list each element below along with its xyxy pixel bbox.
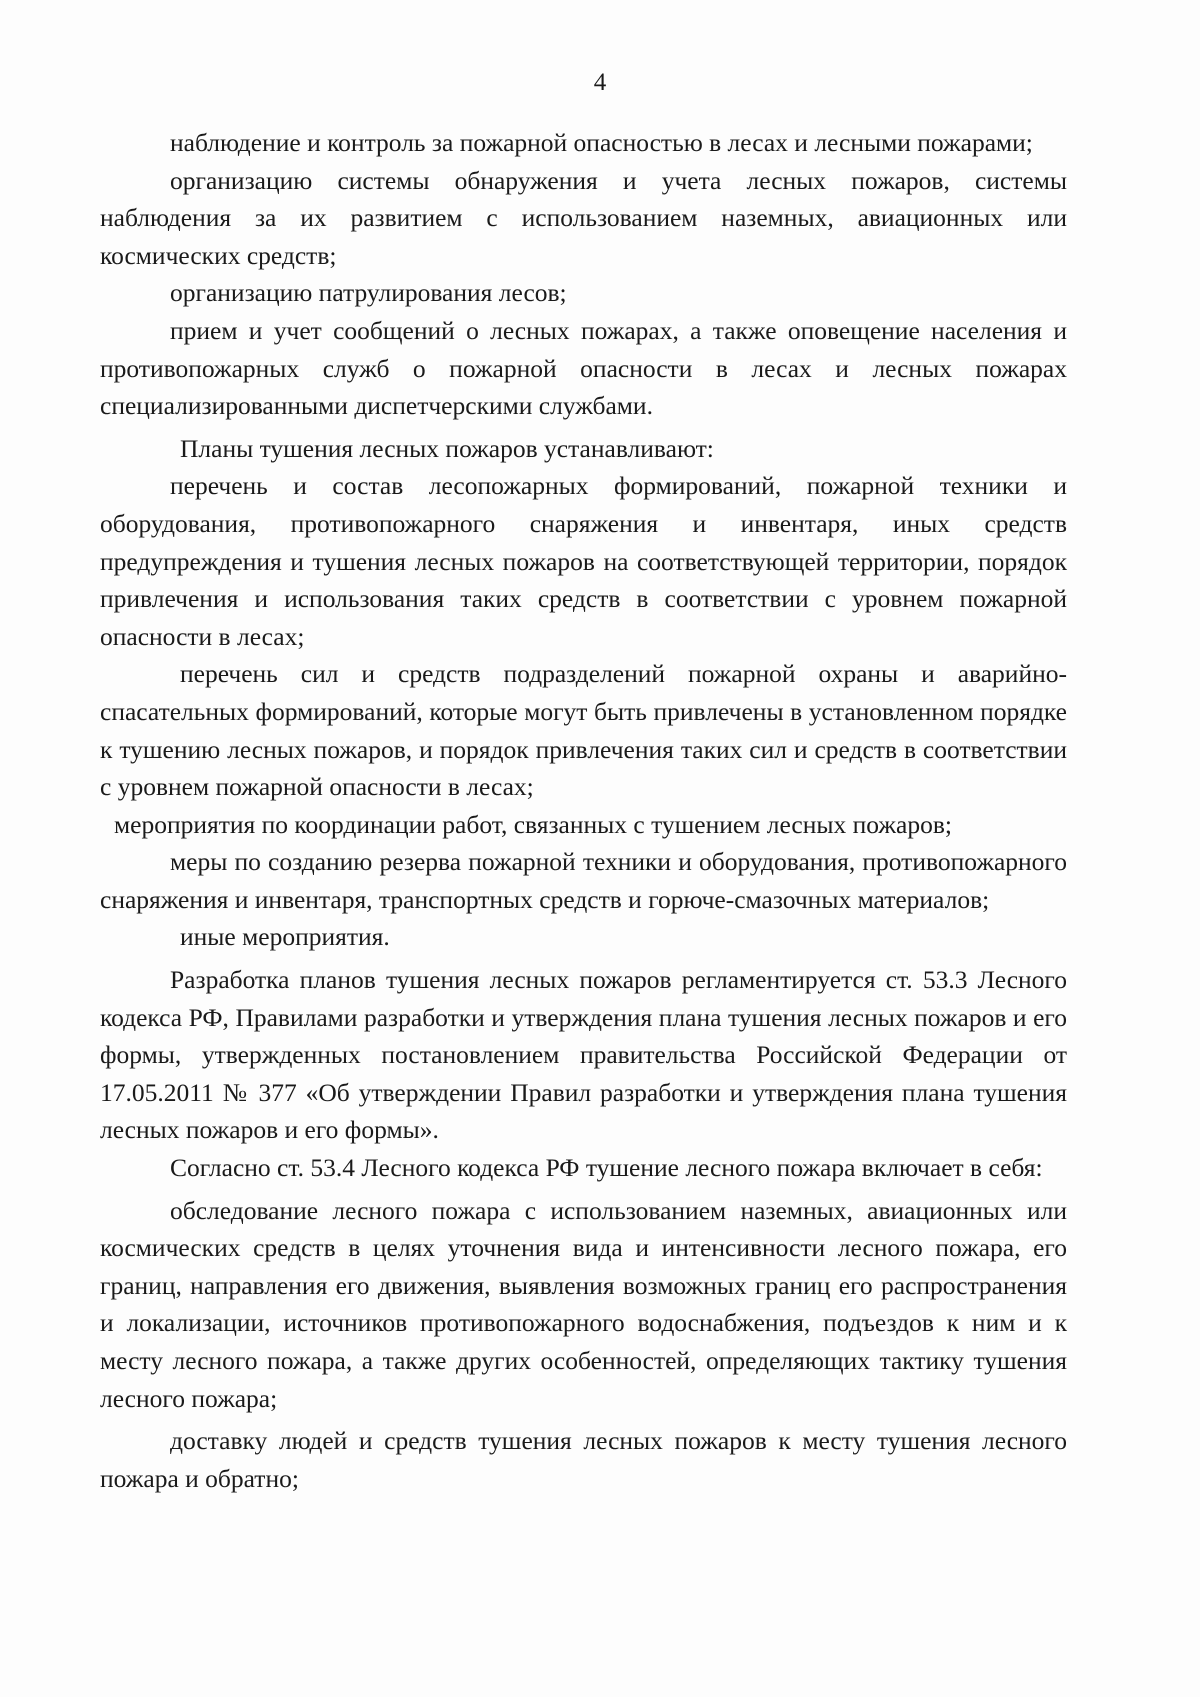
paragraph-coordination: мероприятия по координации работ, связанных с тушением лесных пожаров; bbox=[114, 809, 952, 839]
paragraph-monitoring: наблюдение и контроль за пожарной опасностью в лесах и лесными пожарами; bbox=[170, 128, 1033, 157]
paragraph-delivery: доставку людей и средств тушения лесных пожаров к месту тушения лесного пожара и обратно; bbox=[100, 1426, 1067, 1493]
paragraph-reports: прием и учет сообщений о лесных пожарах, а также оповещение населения и противопожарных служб о пожарной опасности в лесах и лесных пожарах специализированными диспетчерскими службами. bbox=[100, 315, 1067, 421]
page-number: 4 bbox=[593, 69, 607, 96]
paragraph-plans-heading: Планы тушения лесных пожаров устанавливают: bbox=[180, 433, 714, 463]
paragraph-regulation: Разработка планов тушения лесных пожаров регламентируется ст. 53.3 Лесного кодекса РФ, Правилами разработки и утверждения плана тушения лесных пожаров и его формы, утвержденных постановлением правительства Российской Федерации от 17.05.2011 № 377 «Об утверждении Правил разработки и утверждения плана тушения лесных пожаров и его формы». bbox=[100, 965, 1067, 1145]
document-body bbox=[100, 124, 1067, 1497]
paragraph-formations-list: перечень и состав лесопожарных формирований, пожарной техники и оборудования, противопожарного снаряжения и инвентаря, иных средств предупреждения и тушения лесных пожаров на соответствующей территории, порядок привлечения и использования таких средств в соответствии с уровнем пожарной опасности в лесах; bbox=[100, 471, 1067, 651]
paragraph-forces-list: перечень сил и средств подразделений пожарной охраны и аварийно-спасательных формирований, которые могут быть привлечены в установленном порядке к тушению лесных пожаров, и порядок привлечения таких сил и средств в соответствии с уровнем пожарной опасности в лесах; bbox=[100, 659, 1067, 802]
paragraph-fire-survey: обследование лесного пожара с использованием наземных, авиационных или космических средств в целях уточнения вида и интенсивности лесного пожара, его границ, направления его движения, выявления возможных границ его распространения и локализации, источников противопожарного водоснабжения, подъездов к ним и к месту лесного пожара, а также других особенностей, определяющих тактику тушения лесного пожара; bbox=[100, 1195, 1067, 1413]
paragraph-other-measures: иные мероприятия. bbox=[180, 922, 390, 952]
paragraph-reserve: меры по созданию резерва пожарной техники и оборудования, противопожарного снаряжения и инвентаря, транспортных средств и горюче-смазочных материалов; bbox=[100, 847, 1067, 914]
paragraph-patrolling: организацию патрулирования лесов; bbox=[170, 278, 567, 308]
paragraph-extinguishing-includes: Согласно ст. 53.4 Лесного кодекса РФ тушение лесного пожара включает в себя: bbox=[170, 1153, 1043, 1183]
paragraph-detection-system: организацию системы обнаружения и учета лесных пожаров, системы наблюдения за их развитием с использованием наземных, авиационных или космических средств; bbox=[100, 165, 1067, 270]
